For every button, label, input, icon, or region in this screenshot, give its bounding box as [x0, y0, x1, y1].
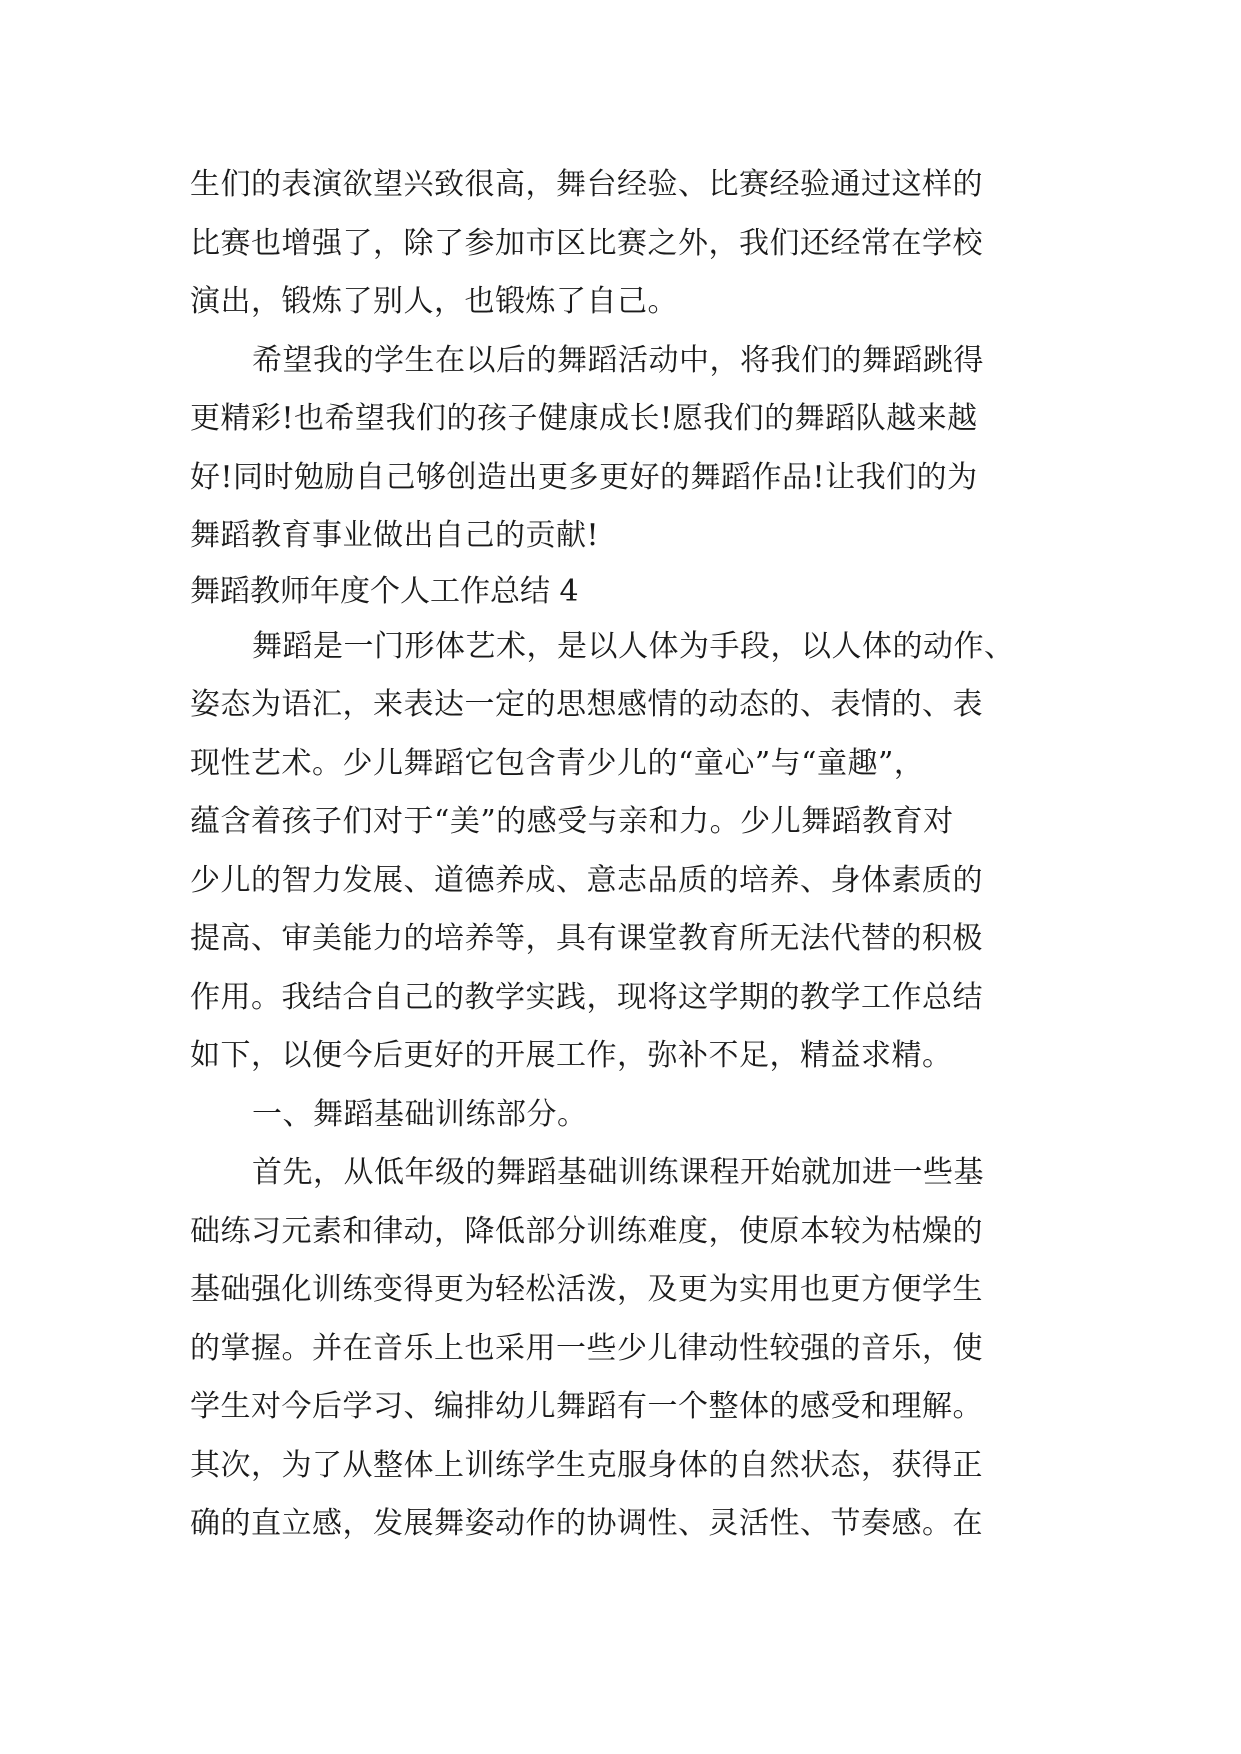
text-line: 更精彩!也希望我们的孩子健康成长!愿我们的舞蹈队越来越 [190, 401, 978, 436]
subheading: 一、舞蹈基础训练部分。 [252, 1096, 588, 1132]
text-line: 生们的表演欲望兴致很高，舞台经验、比赛经验通过这样的 [190, 167, 983, 202]
text-line: 姿态为语汇，来表达一定的思想感情的动态的、表情的、表 [190, 687, 983, 722]
text-line: 确的直立感，发展舞姿动作的协调性、灵活性、节奏感。在 [190, 1506, 983, 1541]
text-line: 如下，以便今后更好的开展工作，弥补不足，精益求精。 [190, 1038, 953, 1073]
paragraph-first-line: 希望我的学生在以后的舞蹈活动中，将我们的舞蹈跳得 [252, 342, 984, 378]
paragraph-first-line: 首先，从低年级的舞蹈基础训练课程开始就加进一些基 [252, 1155, 984, 1190]
text-line: 的掌握。并在音乐上也采用一些少儿律动性较强的音乐，使 [190, 1330, 983, 1366]
text-line: 少儿的智力发展、道德养成、意志品质的培养、身体素质的 [190, 862, 983, 898]
text-line: 作用。我结合自己的教学实践，现将这学期的教学工作总结 [190, 979, 983, 1015]
text-line: 演出，锻炼了别人，也锻炼了自己。 [190, 284, 678, 319]
text-line: 提高、审美能力的培养等，具有课堂教育所无法代替的积极 [190, 921, 983, 956]
text-line: 基础强化训练变得更为轻松活泼，及更为实用也更方便学生 [190, 1272, 983, 1307]
text-line: 学生对今后学习、编排幼儿舞蹈有一个整体的感受和理解。 [190, 1389, 983, 1424]
text-line: 好!同时勉励自己够创造出更多更好的舞蹈作品!让我们的为 [190, 459, 978, 495]
paragraph-first-line: 舞蹈是一门形体艺术，是以人体为手段，以人体的动作、 [252, 628, 1015, 664]
text-line: 础练习元素和律动，降低部分训练难度，使原本较为枯燥的 [190, 1213, 983, 1249]
section-title: 舞蹈教师年度个人工作总结 4 [190, 573, 579, 609]
text-line: 比赛也增强了，除了参加市区比赛之外，我们还经常在学校 [190, 225, 983, 261]
text-line: 舞蹈教育事业做出自己的贡献! [190, 518, 600, 553]
document-body [190, 156, 1070, 1554]
text-line: 现性艺术。少儿舞蹈它包含青少儿的“童心”与“童趣”， [190, 745, 925, 781]
text-line: 蕴含着孩子们对于“美”的感受与亲和力。少儿舞蹈教育对 [190, 804, 954, 839]
text-line: 其次，为了从整体上训练学生克服身体的自然状态，获得正 [190, 1447, 983, 1483]
